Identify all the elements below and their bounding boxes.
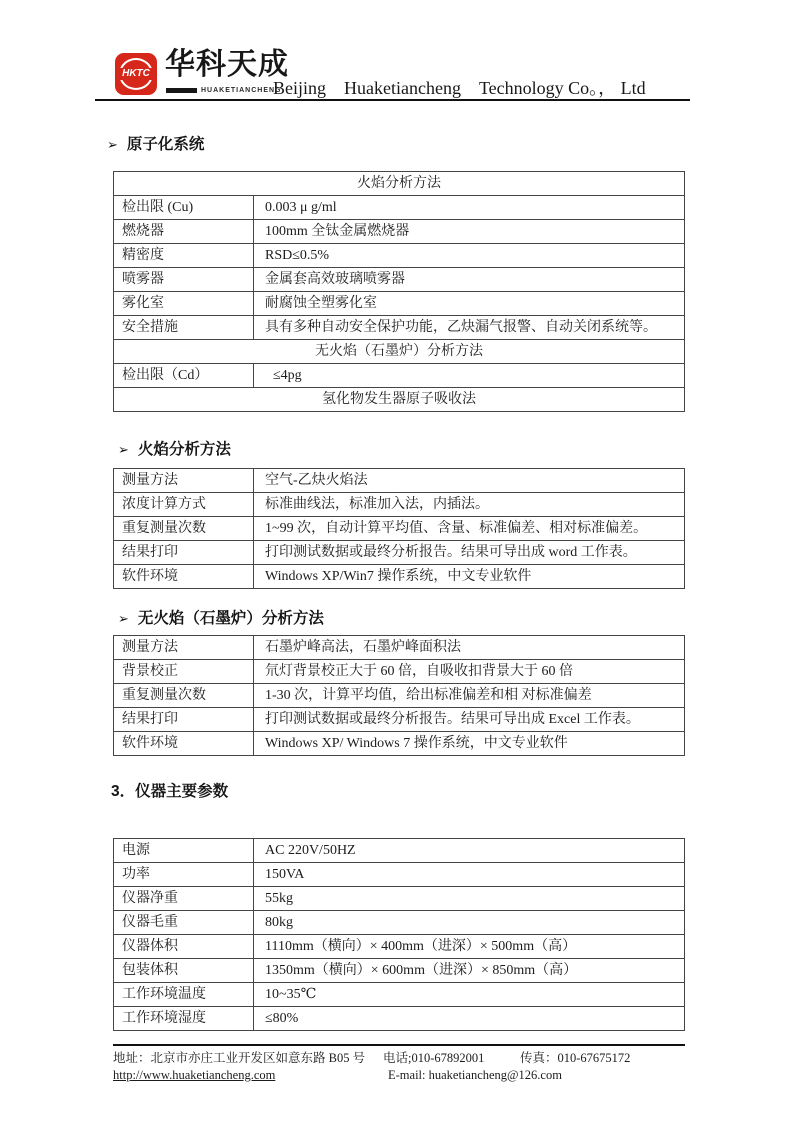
spec-label: 仪器净重 <box>114 887 254 911</box>
spec-value: 10~35℃ <box>254 983 685 1007</box>
brand-name-en: HUAKETIANCHENG <box>201 87 282 94</box>
spec-label: 重复测量次数 <box>114 684 254 708</box>
spec-label: 电源 <box>114 839 254 863</box>
table-row <box>114 660 685 684</box>
spec-value: 空气-乙炔火焰法 <box>254 469 685 493</box>
table-row <box>114 364 685 388</box>
spec-value: 金属套高效玻璃喷雾器 <box>254 268 685 292</box>
spec-label: 仪器毛重 <box>114 911 254 935</box>
table-section-header: 火焰分析方法 <box>114 172 685 196</box>
spec-value: 打印测试数据或最终分析报告。结果可导出成 Excel 工作表。 <box>254 708 685 732</box>
table-row <box>114 268 685 292</box>
spec-label: 测量方法 <box>114 469 254 493</box>
spec-label: 软件环境 <box>114 565 254 589</box>
spec-label: 检出限 (Cu) <box>114 196 254 220</box>
section-title-main-parameters <box>111 782 685 802</box>
spec-label: 工作环境湿度 <box>114 1007 254 1031</box>
footer-address: 地址：北京市亦庄工业开发区如意东路 B05 号 <box>113 1051 366 1065</box>
table-row <box>114 983 685 1007</box>
table-row <box>114 517 685 541</box>
table-row <box>114 935 685 959</box>
table-section-header-row <box>114 172 685 196</box>
spec-value: 150VA <box>254 863 685 887</box>
spec-value: 1350mm（横向）× 600mm（进深）× 850mm（高） <box>254 959 685 983</box>
footer-phone: 电话;010-67892001 <box>383 1051 485 1065</box>
spec-value: ≤4pg <box>254 364 685 388</box>
flame-method-table <box>113 468 685 589</box>
spec-label: 工作环境温度 <box>114 983 254 1007</box>
table-row <box>114 541 685 565</box>
table-row <box>114 839 685 863</box>
spec-value: 100mm 全钛金属燃烧器 <box>254 220 685 244</box>
table-row <box>114 469 685 493</box>
spec-value: 打印测试数据或最终分析报告。结果可导出成 word 工作表。 <box>254 541 685 565</box>
spec-value: 0.003 μ g/ml <box>254 196 685 220</box>
table-row <box>114 684 685 708</box>
spec-value: RSD≤0.5% <box>254 244 685 268</box>
table-row <box>114 959 685 983</box>
spec-label: 功率 <box>114 863 254 887</box>
main-parameters-table <box>113 838 685 1031</box>
table-row <box>114 292 685 316</box>
table-row <box>114 196 685 220</box>
arrow-bullet-icon: ➢ <box>118 442 129 457</box>
spec-value: 耐腐蚀全塑雾化室 <box>254 292 685 316</box>
company-name-english: Beijing Huaketiancheng Technology Co。， Ltd <box>273 78 646 98</box>
spec-value: 80kg <box>254 911 685 935</box>
logo-badge-text: HKTC <box>115 68 157 80</box>
atomization-table <box>113 171 685 412</box>
graphite-method-table <box>113 635 685 756</box>
spec-value: ≤80% <box>254 1007 685 1031</box>
spec-value: 标准曲线法，标准加入法，内插法。 <box>254 493 685 517</box>
website-link[interactable]: http://www.huaketiancheng.com <box>113 1068 276 1082</box>
table-row <box>114 732 685 756</box>
spec-label: 软件环境 <box>114 732 254 756</box>
table-row <box>114 708 685 732</box>
section-title-flame-method <box>118 440 685 460</box>
spec-value: 55kg <box>254 887 685 911</box>
section-title-text: 3．仪器主要参数 <box>111 783 229 800</box>
table-section-header: 无火焰（石墨炉）分析方法 <box>114 340 685 364</box>
section-title-text: 无火焰（石墨炉）分析方法 <box>137 610 324 627</box>
brand-underline-bar <box>166 88 197 93</box>
table-row <box>114 220 685 244</box>
section-title-text: 火焰分析方法 <box>137 441 231 458</box>
spec-label: 重复测量次数 <box>114 517 254 541</box>
spec-label: 喷雾器 <box>114 268 254 292</box>
table-row <box>114 636 685 660</box>
table-row <box>114 244 685 268</box>
footer-line-2 <box>113 1067 685 1084</box>
brand-name-cn: 华科天成 <box>165 48 289 81</box>
spec-value: Windows XP/Win7 操作系统，中文专业软件 <box>254 565 685 589</box>
table-section-header-row <box>114 340 685 364</box>
spec-label: 安全措施 <box>114 316 254 340</box>
spec-value: 石墨炉峰高法，石墨炉峰面积法 <box>254 636 685 660</box>
page-footer <box>113 1044 685 1084</box>
spec-value: 氘灯背景校正大于 60 倍，自吸收扣背景大于 60 倍 <box>254 660 685 684</box>
spec-label: 燃烧器 <box>114 220 254 244</box>
spec-label: 浓度计算方式 <box>114 493 254 517</box>
table-row <box>114 316 685 340</box>
document-body <box>107 135 685 1031</box>
spec-label: 仪器体积 <box>114 935 254 959</box>
table-row <box>114 863 685 887</box>
spec-value: 1~99 次，自动计算平均值、含量、标准偏差、相对标准偏差。 <box>254 517 685 541</box>
spec-value: Windows XP/ Windows 7 操作系统，中文专业软件 <box>254 732 685 756</box>
section-title-graphite-method <box>118 609 685 629</box>
company-logo-icon <box>115 53 157 95</box>
table-row <box>114 565 685 589</box>
spec-label: 包装体积 <box>114 959 254 983</box>
spec-label: 结果打印 <box>114 708 254 732</box>
table-row <box>114 887 685 911</box>
arrow-bullet-icon: ➢ <box>118 611 129 626</box>
spec-label: 结果打印 <box>114 541 254 565</box>
table-section-header-row <box>114 388 685 412</box>
spec-value: 具有多种自动安全保护功能，乙炔漏气报警、自动关闭系统等。 <box>254 316 685 340</box>
footer-line-1 <box>113 1050 685 1067</box>
spec-label: 测量方法 <box>114 636 254 660</box>
spec-label: 背景校正 <box>114 660 254 684</box>
section-title-atomization <box>107 135 685 155</box>
spec-value: 1-30 次，计算平均值，给出标准偏差和相 对标准偏差 <box>254 684 685 708</box>
letterhead <box>95 0 690 101</box>
footer-email: E-mail: huaketiancheng@126.com <box>388 1068 562 1082</box>
spec-value: AC 220V/50HZ <box>254 839 685 863</box>
section-title-text: 原子化系统 <box>126 136 205 153</box>
spec-label: 精密度 <box>114 244 254 268</box>
table-row <box>114 911 685 935</box>
spec-label: 检出限（Cd） <box>114 364 254 388</box>
table-section-header: 氢化物发生器原子吸收法 <box>114 388 685 412</box>
arrow-bullet-icon: ➢ <box>107 137 118 152</box>
spec-value: 1110mm（横向）× 400mm（进深）× 500mm（高） <box>254 935 685 959</box>
table-row <box>114 1007 685 1031</box>
footer-website <box>113 1067 388 1084</box>
footer-fax: 传真：010-67675172 <box>520 1051 631 1065</box>
table-row <box>114 493 685 517</box>
spec-label: 雾化室 <box>114 292 254 316</box>
